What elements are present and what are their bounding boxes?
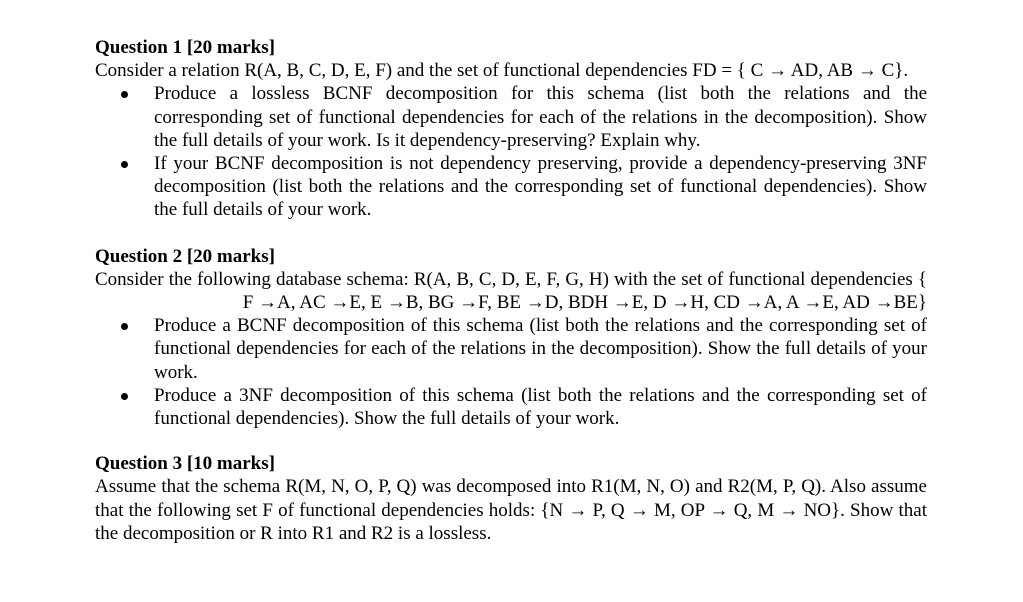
list-item: [95, 82, 927, 152]
list-item: [95, 314, 927, 384]
question-2-bullets: [95, 314, 927, 430]
bullet-text: Produce a BCNF decomposition of this schema (list both the relations and the corresponding set of functional dependencies for each of the relations in the decomposition). Show the full details of your work.: [154, 315, 927, 383]
question-1-text: Consider a relation R(A, B, C, D, E, F) and the set of functional dependencies FD = { C → AD, AB → C}.: [95, 60, 909, 82]
list-item: [95, 384, 927, 430]
question-3-text: Assume that the schema R(M, N, O, P, Q) was decomposed into R1(M, N, O) and R2(M, P, Q). Also assume that the following set F of functional dependencies holds: {N → P, Q → M, OP → Q, M → NO}. Show that the decomposition or R into R1 and R2 is a lossless.: [95, 476, 927, 544]
bullet-icon: [121, 323, 128, 330]
bullet-text: If your BCNF decomposition is not dependency preserving, provide a dependency-preserving 3NF decomposition (list both the relations and the corresponding set of functional dependencies). Show the full details of your work.: [154, 153, 927, 221]
question-1: [95, 36, 927, 222]
bullet-icon: [121, 161, 128, 168]
question-2-title: Question 2 [20 marks]: [95, 245, 275, 267]
document-page: [95, 36, 927, 545]
question-3-title: Question 3 [10 marks]: [95, 453, 275, 475]
question-2: [95, 245, 927, 431]
question-1-title: Question 1 [20 marks]: [95, 37, 275, 58]
bullet-text: Produce a lossless BCNF decomposition for this schema (list both the relations and the corresponding set of functional dependencies for each of the relations in the decomposition). Show the full details of your work. Is it dependency-preserving? Explain why.: [154, 83, 927, 151]
bullet-icon: [121, 393, 128, 400]
question-3: [95, 452, 927, 545]
list-item: [95, 152, 927, 222]
bullet-text: Produce a 3NF decomposition of this schema (list both the relations and the corresponding set of functional dependencies). Show the full details of your work.: [154, 384, 927, 430]
bullet-icon: [121, 91, 128, 98]
question-2-text: Consider the following database schema: R(A, B, C, D, E, F, G, H) with the set of functional dependencies { F →A, AC →E, E →B, BG →F, BE →D, BDH →E, D →H, CD →A, A →E, AD →BE}: [95, 268, 927, 314]
question-1-bullets: [95, 82, 927, 221]
